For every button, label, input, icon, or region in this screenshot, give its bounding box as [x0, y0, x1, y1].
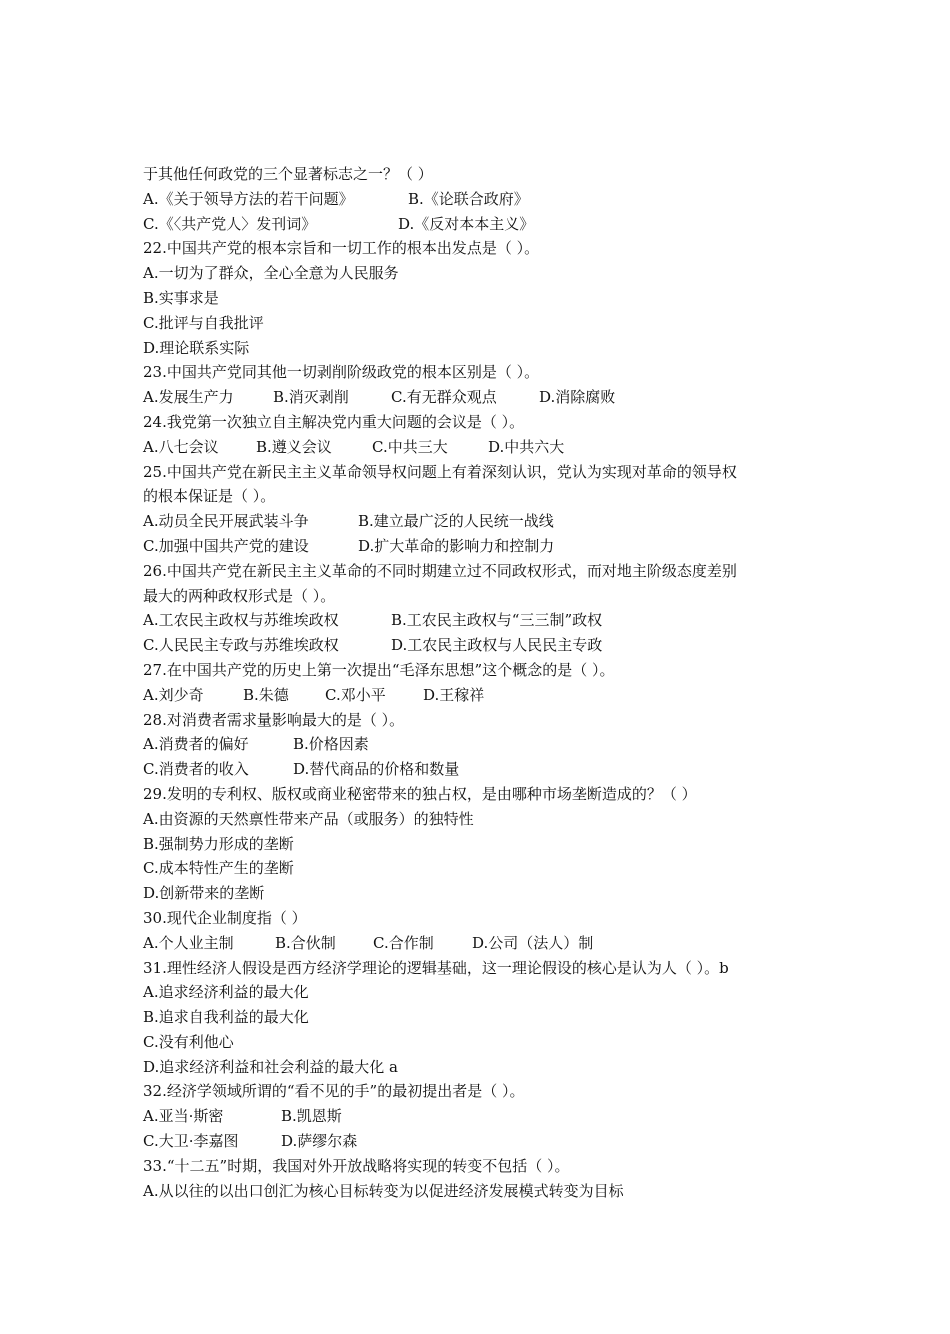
answer-option: B.凯恩斯 — [281, 1107, 342, 1126]
answer-option: C.中共三大 — [372, 437, 448, 456]
text-line: B.强制势力形成的垄断 — [143, 834, 294, 853]
answer-option: A.动员全民开展武装斗争 — [143, 512, 309, 531]
options-line — [143, 608, 813, 633]
answer-option: C.加强中国共产党的建设 — [143, 536, 309, 555]
options-line — [143, 509, 813, 534]
answer-option: B.朱德 — [243, 685, 289, 704]
text-line: 22.中国共产党的根本宗旨和一切工作的根本出发点是（ ）。 — [143, 239, 540, 258]
options-line — [143, 1104, 813, 1129]
options-line — [143, 1129, 813, 1154]
answer-option: D.萨缪尔森 — [281, 1132, 358, 1151]
answer-option: C.人民民主专政与苏维埃政权 — [143, 636, 339, 655]
text-line: 23.中国共产党同其他一切剥削阶级政党的根本区别是（ ）。 — [143, 363, 540, 382]
answer-option: B.工农民主政权与“三三制”政权 — [391, 611, 603, 630]
answer-option: C.有无群众观点 — [391, 388, 497, 407]
text-line: 28.对消费者需求量影响最大的是（ ）。 — [143, 710, 405, 729]
text-line: D.理论联系实际 — [143, 338, 250, 357]
options-line — [143, 212, 813, 237]
answer-option: D.中共六大 — [488, 437, 565, 456]
answer-option: A.刘少奇 — [143, 685, 204, 704]
answer-option: D.王稼祥 — [423, 685, 485, 704]
question-list — [143, 162, 813, 1203]
answer-option: A.八七会议 — [143, 437, 219, 456]
text-line: C.没有利他心 — [143, 1032, 234, 1051]
options-line — [143, 732, 813, 757]
answer-option: A.发展生产力 — [143, 388, 234, 407]
options-line — [143, 534, 813, 559]
options-line — [143, 757, 813, 782]
options-line — [143, 385, 813, 410]
answer-option: D.消除腐败 — [539, 388, 616, 407]
text-line: 于其他任何政党的三个显著标志之一？（ ） — [143, 165, 433, 183]
answer-option: D.扩大革命的影响力和控制力 — [358, 536, 555, 555]
text-line: 26.中国共产党在新民主主义革命的不同时期建立过不同政权形式，而对地主阶级态度差别 — [143, 561, 737, 580]
answer-option: B.遵义会议 — [256, 437, 332, 456]
answer-option: C.合作制 — [373, 933, 434, 952]
text-line: 的根本保证是（ ）。 — [143, 487, 276, 506]
answer-option: D.公司（法人）制 — [472, 933, 594, 952]
text-line: A.由资源的天然禀性带来产品（或服务）的独特性 — [143, 809, 474, 828]
answer-option: C.消费者的收入 — [143, 760, 249, 779]
text-line: 25.中国共产党在新民主主义革命领导权问题上有着深刻认识，党认为实现对革命的领导权 — [143, 462, 737, 481]
text-line: 27.在中国共产党的历史上第一次提出“毛泽东思想”这个概念的是（ ）。 — [143, 660, 615, 679]
answer-option: A.《关于领导方法的若干问题》 — [143, 189, 354, 208]
options-line — [143, 931, 813, 956]
answer-option: A.个人业主制 — [143, 933, 234, 952]
answer-option: A.消费者的偏好 — [143, 735, 249, 754]
text-line: B.追求自我利益的最大化 — [143, 1008, 309, 1027]
text-line: 31.理性经济人假设是西方经济学理论的逻辑基础，这一理论假设的核心是认为人（ ）。b — [143, 958, 729, 977]
text-line: 24.我党第一次独立自主解决党内重大问题的会议是（ ）。 — [143, 412, 525, 431]
text-line: A.一切为了群众，全心全意为人民服务 — [143, 264, 399, 283]
answer-option: D.《反对本本主义》 — [398, 214, 535, 233]
text-line: D.创新带来的垄断 — [143, 884, 265, 903]
text-line: 29.发明的专利权、版权或商业秘密带来的独占权，是由哪种市场垄断造成的？（ ） — [143, 784, 697, 803]
answer-option: B.价格因素 — [293, 735, 369, 754]
text-line: 32.经济学领域所谓的“看不见的手”的最初提出者是（ ）。 — [143, 1082, 525, 1101]
options-line — [143, 683, 813, 708]
answer-option: C.《〈共产党人〉发刊词》 — [143, 214, 317, 233]
text-line: C.成本特性产生的垄断 — [143, 859, 294, 878]
answer-option: B.合伙制 — [275, 933, 336, 952]
answer-option: A.工农民主政权与苏维埃政权 — [143, 611, 339, 630]
text-line: C.批评与自我批评 — [143, 313, 264, 332]
text-line: B.实事求是 — [143, 288, 219, 307]
answer-option: B.建立最广泛的人民统一战线 — [358, 512, 554, 531]
answer-option: A.亚当·斯密 — [143, 1107, 224, 1126]
text-line: 最大的两种政权形式是（ ）。 — [143, 586, 336, 605]
text-line: A.追求经济利益的最大化 — [143, 983, 309, 1002]
answer-option: D.工农民主政权与人民民主专政 — [391, 636, 603, 655]
options-line — [143, 187, 813, 212]
text-line: A.从以往的以出口创汇为核心目标转变为以促进经济发展模式转变为目标 — [143, 1181, 624, 1200]
answer-option: B.《论联合政府》 — [408, 189, 529, 208]
options-line — [143, 633, 813, 658]
answer-option: C.邓小平 — [325, 685, 386, 704]
text-line: D.追求经济利益和社会利益的最大化 a — [143, 1057, 398, 1076]
answer-option: C.大卫·李嘉图 — [143, 1132, 239, 1151]
text-line: 30.现代企业制度指（ ） — [143, 908, 307, 927]
answer-option: D.替代商品的价格和数量 — [293, 760, 460, 779]
answer-option: B.消灭剥削 — [273, 388, 349, 407]
options-line — [143, 435, 813, 460]
text-line: 33.“十二五”时期，我国对外开放战略将实现的转变不包括（ ）。 — [143, 1156, 570, 1175]
